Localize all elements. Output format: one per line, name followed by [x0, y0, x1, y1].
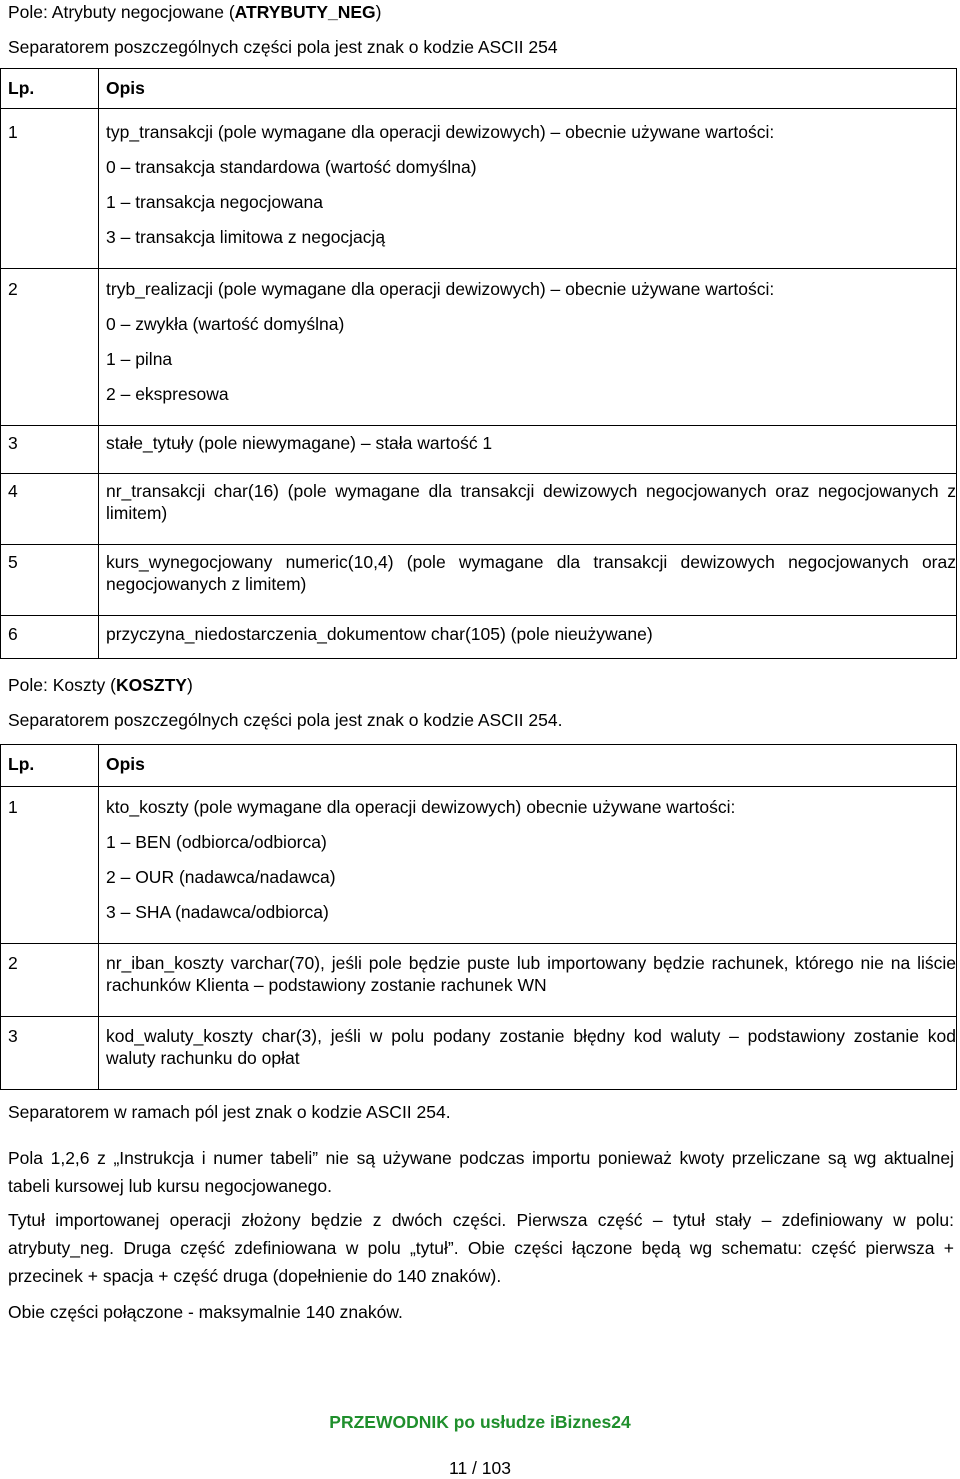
atrybuty-table — [0, 68, 957, 659]
row-text: typ_transakcji (pole wymagane dla operacji dewizowych) – obecnie używane wartości: — [106, 122, 775, 142]
koszty-table — [0, 744, 957, 1090]
title-bold: KOSZTY — [115, 675, 187, 695]
row-desc: nr_transakcji char(16) (pole wymagane dla transakcji dewizowych negocjowanych oraz negocjowanych z limitem) — [99, 474, 957, 545]
row-lp: 6 — [1, 616, 99, 659]
row-lp: 1 — [1, 109, 99, 269]
title-suffix: ) — [186, 675, 193, 695]
value-item: 1 – pilna — [106, 349, 173, 369]
table-row — [1, 787, 957, 944]
title-bold: ATRYBUTY_NEG — [234, 2, 376, 22]
row-lp: 2 — [1, 269, 99, 426]
value-item: 1 – BEN (odbiorca/odbiorca) — [106, 832, 327, 852]
page-number: 11 / 103 — [449, 1458, 511, 1478]
table-row — [1, 944, 957, 1017]
header-opis: Opis — [99, 69, 957, 109]
value-item: 2 – OUR (nadawca/nadawca) — [106, 867, 336, 887]
table-row — [1, 269, 957, 426]
table-row — [1, 109, 957, 269]
value-item: 2 – ekspresowa — [106, 384, 229, 404]
note-separator: Separatorem w ramach pól jest znak o kodzie ASCII 254. — [8, 1102, 451, 1122]
title-prefix: Pole: Atrybuty negocjowane ( — [8, 2, 235, 22]
value-item: 0 – transakcja standardowa (wartość domyślna) — [106, 157, 477, 177]
section2-title — [8, 675, 193, 696]
title-prefix: Pole: Koszty ( — [8, 675, 116, 695]
row-lp: 4 — [1, 474, 99, 545]
row-desc: stałe_tytuły (pole niewymagane) – stała wartość 1 — [99, 426, 957, 474]
value-item: 3 – transakcja limitowa z negocjacją — [106, 227, 386, 247]
table-row — [1, 545, 957, 616]
note-fields-unused: Pola 1,2,6 z „Instrukcja i numer tabeli” nie są używane podczas importu ponieważ kwoty przeliczane są wg aktualnej tabeli kursowej lub kursu negocjowanego. — [8, 1148, 954, 1196]
section2-separator-note: Separatorem poszczególnych części pola jest znak o kodzie ASCII 254. — [8, 710, 563, 730]
title-suffix: ) — [375, 2, 382, 22]
row-lp: 1 — [1, 787, 99, 944]
row-desc: nr_iban_koszty varchar(70), jeśli pole będzie puste lub importowany będzie rachunek, którego nie na liście rachunków Klienta – podstawiony zostanie rachunek WN — [99, 944, 957, 1017]
table-row — [1, 1017, 957, 1090]
row-text: tryb_realizacji (pole wymagane dla operacji dewizowych) – obecnie używane wartości: — [106, 279, 775, 299]
table-row — [1, 426, 957, 474]
section1-separator-note: Separatorem poszczególnych części pola jest znak o kodzie ASCII 254 — [8, 37, 558, 57]
value-item: 1 – transakcja negocjowana — [106, 192, 323, 212]
row-lp: 2 — [1, 944, 99, 1017]
note-title-structure: Tytuł importowanej operacji złożony będzie z dwóch części. Pierwsza część – tytuł stały – zdefiniowany w polu: atrybuty_neg. Druga część zdefiniowana w polu „tytuł”. Obie części łączone będą wg schematu: część pierwsza + przecinek + spacja + część druga (dopełnienie do 140 znaków). — [8, 1210, 954, 1286]
row-desc: kod_waluty_koszty char(3), jeśli w polu podany zostanie błędny kod waluty – podstawiony zostanie kod waluty rachunku do opłat — [99, 1017, 957, 1090]
row-lp: 3 — [1, 426, 99, 474]
row-desc: przyczyna_niedostarczenia_dokumentow char(105) (pole nieużywane) — [99, 616, 957, 659]
row-lp: 5 — [1, 545, 99, 616]
row-desc: kurs_wynegocjowany numeric(10,4) (pole wymagane dla transakcji dewizowych negocjowanych oraz negocjowanych z limitem) — [99, 545, 957, 616]
row-desc — [99, 787, 957, 944]
row-desc — [99, 109, 957, 269]
header-lp: Lp. — [1, 745, 99, 787]
table-row — [1, 616, 957, 659]
value-item: 3 – SHA (nadawca/odbiorca) — [106, 902, 329, 922]
guide-title: PRZEWODNIK po usłudze iBiznes24 — [329, 1412, 631, 1432]
header-opis: Opis — [99, 745, 957, 787]
row-text: kto_koszty (pole wymagane dla operacji dewizowych) obecnie używane wartości: — [106, 797, 736, 817]
table-header-row — [1, 745, 957, 787]
table-row — [1, 474, 957, 545]
header-lp: Lp. — [1, 69, 99, 109]
row-lp: 3 — [1, 1017, 99, 1090]
table-header-row — [1, 69, 957, 109]
row-desc — [99, 269, 957, 426]
note-max-length: Obie części połączone - maksymalnie 140 znaków. — [8, 1302, 403, 1322]
section1-title — [8, 2, 381, 23]
value-item: 0 – zwykła (wartość domyślna) — [106, 314, 345, 334]
